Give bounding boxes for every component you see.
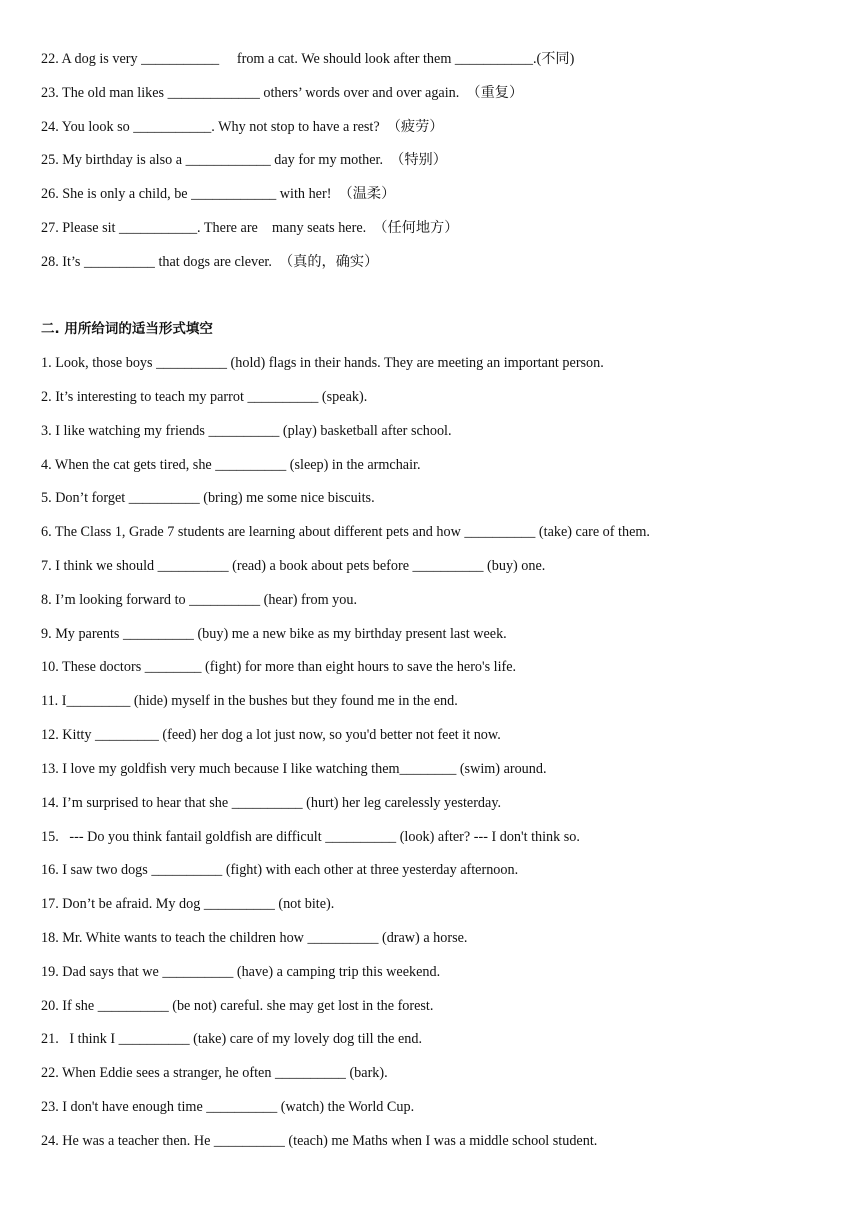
exercise-item: 3. I like watching my friends __________ (play) basketball after school. — [41, 423, 452, 439]
exercise-item: 8. I’m looking forward to __________ (hear) from you. — [41, 592, 357, 608]
exercise-item: 26. She is only a child, be ____________ with her! （温柔） — [41, 186, 396, 202]
section-heading: 二. 用所给词的适当形式填空 — [41, 321, 213, 337]
exercise-item: 6. The Class 1, Grade 7 students are learning about different pets and how __________ (take) care of them. — [41, 524, 650, 540]
exercise-item: 28. It’s __________ that dogs are clever. （真的，确实） — [41, 254, 379, 270]
exercise-item: 22. When Eddie sees a stranger, he often __________ (bark). — [41, 1065, 388, 1081]
exercise-item: 18. Mr. White wants to teach the children how __________ (draw) a horse. — [41, 930, 468, 946]
exercise-item: 15. --- Do you think fantail goldfish are difficult __________ (look) after? --- I don't think so. — [41, 829, 580, 845]
exercise-item: 20. If she __________ (be not) careful. she may get lost in the forest. — [41, 998, 434, 1014]
exercise-item: 5. Don’t forget __________ (bring) me some nice biscuits. — [41, 490, 375, 506]
exercise-item: 11. I_________ (hide) myself in the bushes but they found me in the end. — [41, 693, 458, 709]
exercise-item: 23. The old man likes _____________ others’ words over and over again. （重复） — [41, 85, 524, 101]
exercise-item: 19. Dad says that we __________ (have) a camping trip this weekend. — [41, 964, 441, 980]
exercise-item: 25. My birthday is also a ____________ day for my mother. （特别） — [41, 152, 447, 168]
exercise-item: 23. I don't have enough time __________ (watch) the World Cup. — [41, 1099, 415, 1115]
exercise-item: 24. He was a teacher then. He __________ (teach) me Maths when I was a middle school student. — [41, 1133, 598, 1149]
exercise-item: 12. Kitty _________ (feed) her dog a lot just now, so you'd better not feet it now. — [41, 727, 501, 743]
exercise-item: 17. Don’t be afraid. My dog __________ (not bite). — [41, 896, 335, 912]
exercise-item: 4. When the cat gets tired, she __________ (sleep) in the armchair. — [41, 457, 421, 473]
exercise-item: 27. Please sit ___________. There are many seats here. （任何地方） — [41, 220, 459, 236]
exercise-item: 16. I saw two dogs __________ (fight) with each other at three yesterday afternoon. — [41, 862, 519, 878]
exercise-item: 1. Look, those boys __________ (hold) flags in their hands. They are meeting an important person. — [41, 355, 604, 371]
exercise-item: 2. It’s interesting to teach my parrot __________ (speak). — [41, 389, 368, 405]
exercise-item: 22. A dog is very ___________ from a cat. We should look after them ___________.(不同) — [41, 51, 575, 67]
exercise-item: 9. My parents __________ (buy) me a new bike as my birthday present last week. — [41, 626, 507, 642]
exercise-item: 24. You look so ___________. Why not stop to have a rest? （疲劳） — [41, 119, 444, 135]
exercise-item: 14. I’m surprised to hear that she __________ (hurt) her leg carelessly yesterday. — [41, 795, 502, 811]
exercise-item: 10. These doctors ________ (fight) for more than eight hours to save the hero's life. — [41, 659, 517, 675]
exercise-item: 13. I love my goldfish very much because I like watching them________ (swim) around. — [41, 761, 547, 777]
exercise-item: 7. I think we should __________ (read) a book about pets before __________ (buy) one. — [41, 558, 546, 574]
exercise-item: 21. I think I __________ (take) care of my lovely dog till the end. — [41, 1031, 423, 1047]
